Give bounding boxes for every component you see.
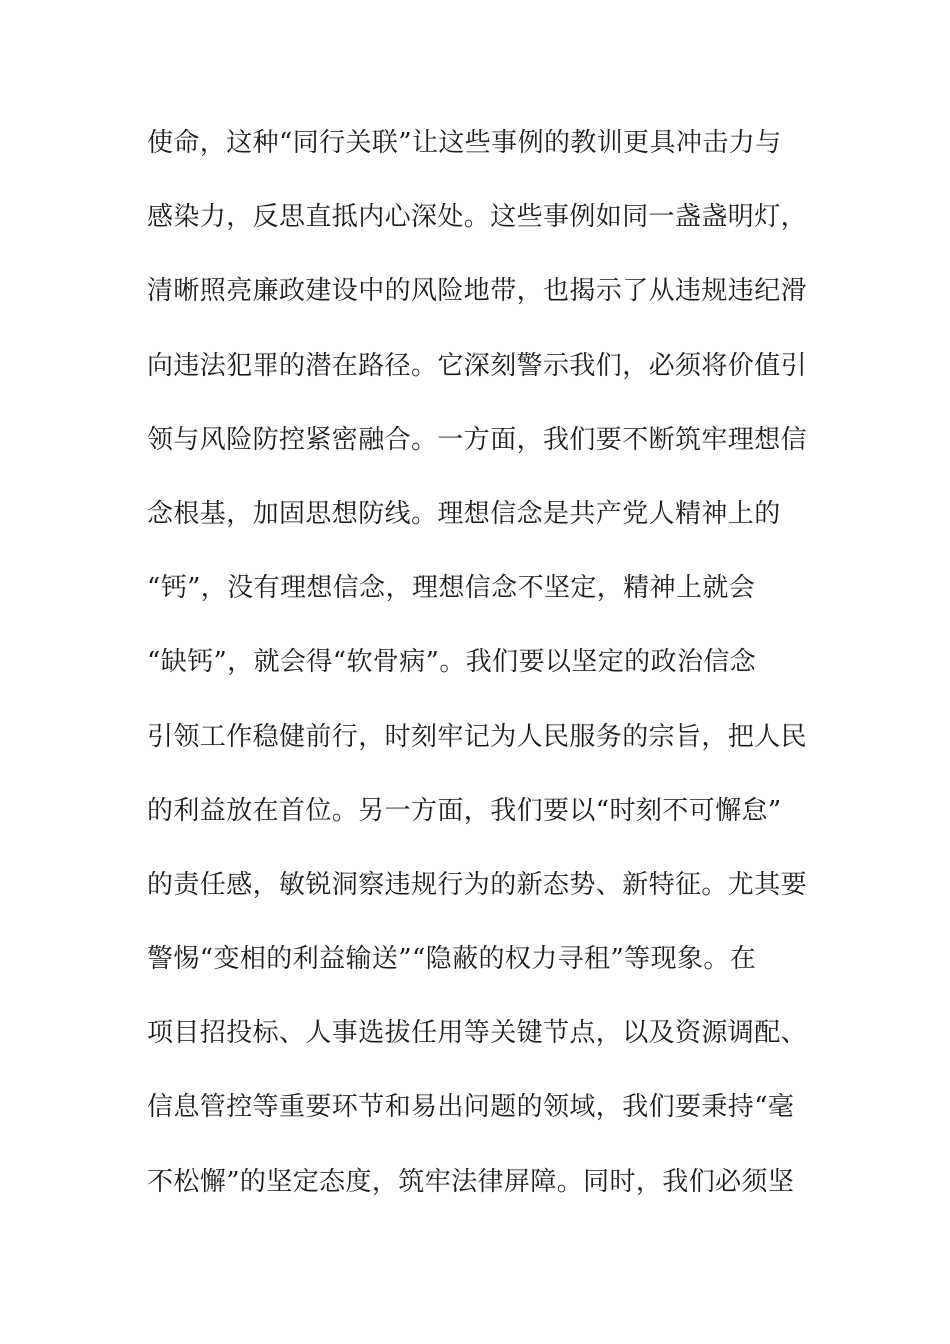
- text-line: 向违法犯罪的潜在路径。它深刻警示我们，必须将价值引: [147, 350, 808, 381]
- body-text: [147, 118, 807, 1231]
- text-line: 念根基，加固思想防线。理想信念是共产党人精神上的: [147, 498, 781, 529]
- text-line: 警惕“变相的利益输送”“隐蔽的权力寻租”等现象。在: [147, 944, 757, 975]
- text-line: 引领工作稳健前行，时刻牢记为人民服务的宗旨，把人民: [147, 721, 808, 752]
- text-line: 的利益放在首位。另一方面，我们要以“时刻不可懈怠”: [147, 795, 782, 826]
- text-line: 领与风险防控紧密融合。一方面，我们要不断筑牢理想信: [147, 424, 808, 455]
- text-line: 不松懈”的坚定态度，筑牢法律屏障。同时，我们必须坚: [147, 1166, 795, 1197]
- text-line: 的责任感，敏锐洞察违规行为的新态势、新特征。尤其要: [147, 869, 808, 900]
- text-line: 信息管控等重要环节和易出问题的领域，我们要秉持“毫: [147, 1092, 795, 1123]
- text-line: 清晰照亮廉政建设中的风险地带，也揭示了从违规违纪滑: [147, 276, 808, 307]
- text-line: 感染力，反思直抵内心深处。这些事例如同一盏盏明灯，: [147, 202, 808, 233]
- text-line: “缺钙”，就会得“软骨病”。我们要以坚定的政治信念: [147, 647, 757, 678]
- text-line: “钙”，没有理想信念，理想信念不坚定，精神上就会: [147, 573, 756, 604]
- text-line: 使命，这种“同行关联”让这些事例的教训更具冲击力与: [147, 128, 782, 158]
- text-line: 项目招投标、人事选拔任用等关键节点，以及资源调配、: [147, 1018, 808, 1049]
